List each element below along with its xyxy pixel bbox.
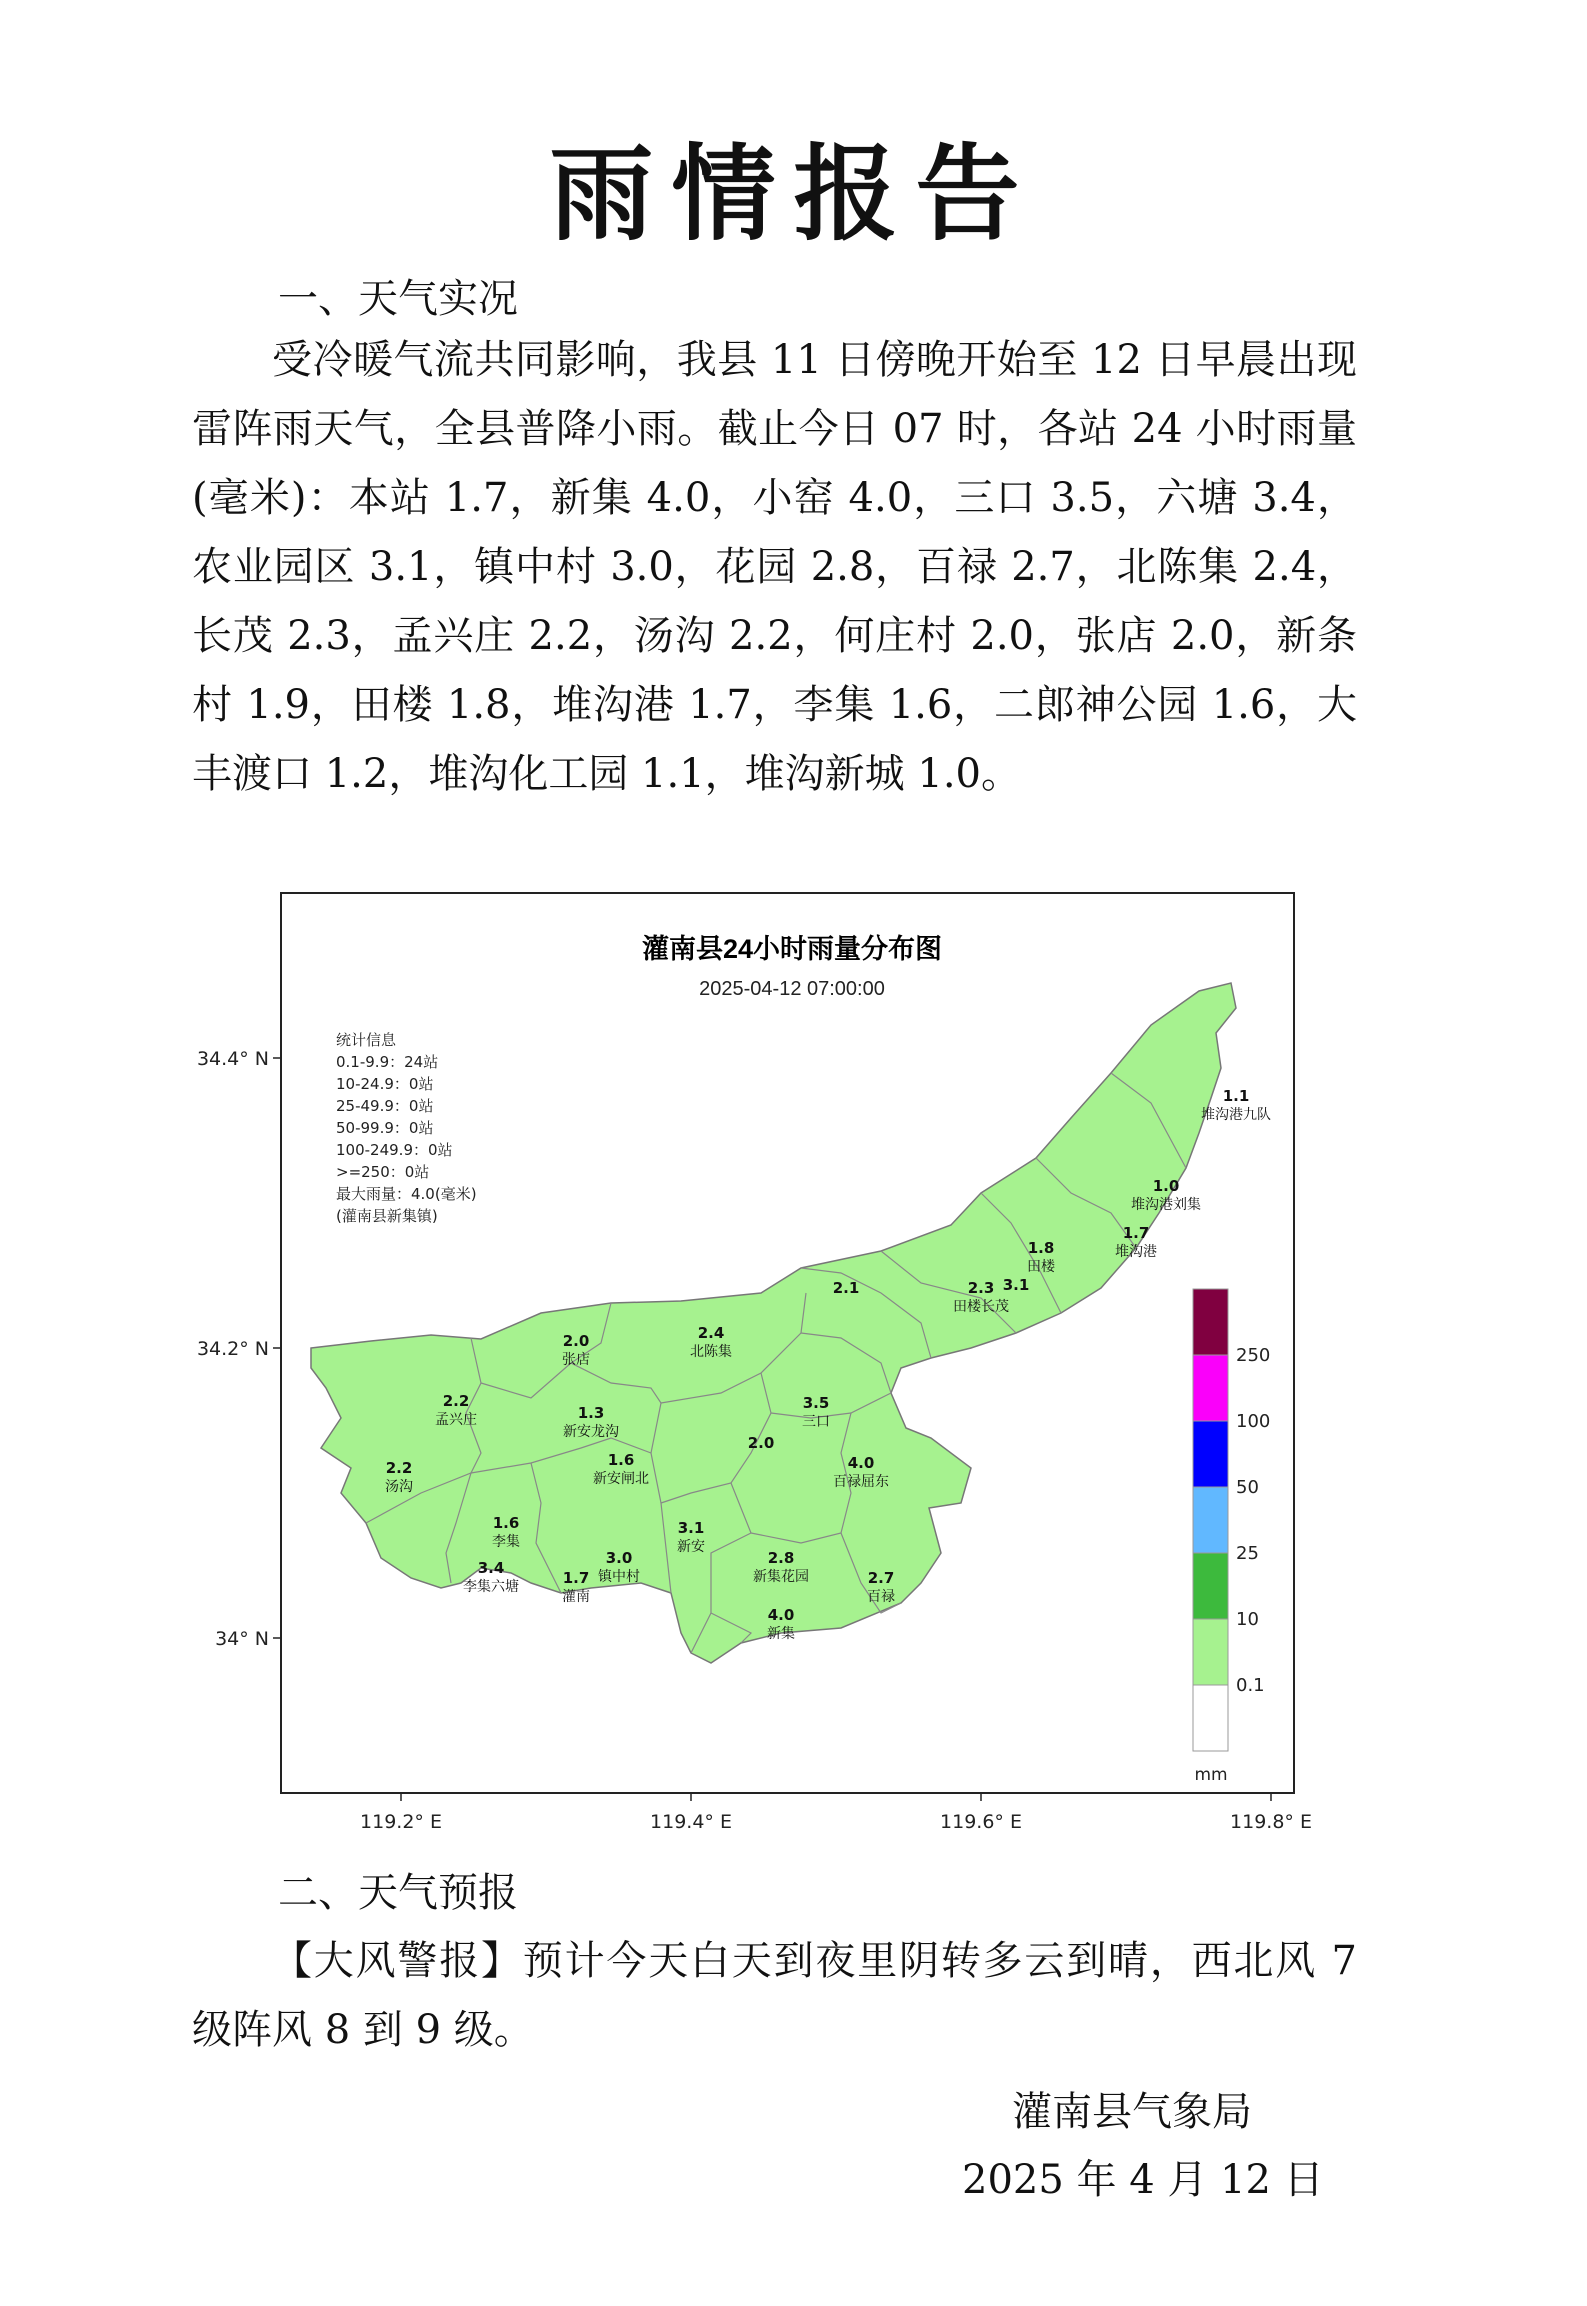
station-name: 李集六塘 (463, 1579, 519, 1595)
station-name: 百禄 (867, 1589, 895, 1605)
station-name: 新集 (767, 1626, 795, 1642)
station-value: 2.3 (967, 1279, 995, 1297)
stats-line: 最大雨量：4.0(毫米) (336, 1185, 477, 1203)
signature: 灌南县气象局 (1012, 2089, 1252, 2135)
section2-paragraph: 【大风警报】预计今天白天到夜里阴转多云到晴，西北风 7 级阵风 8 到 9 级。 (192, 1938, 1357, 2053)
stats-line: 0.1-9.9：24站 (336, 1053, 439, 1071)
stats-line: 100-249.9：0站 (336, 1141, 453, 1159)
station-name: 堆沟港 (1115, 1244, 1157, 1260)
station-value: 3.1 (1002, 1276, 1030, 1294)
station-name: 新安 (677, 1539, 705, 1555)
station-value: 3.5 (802, 1394, 830, 1412)
stats-line: >=250：0站 (336, 1163, 430, 1181)
station-value: 4.0 (847, 1454, 875, 1472)
station-value: 2.2 (385, 1459, 413, 1477)
legend-tick-label: 50 (1236, 1477, 1259, 1498)
legend-swatch (1193, 1421, 1228, 1487)
legend-swatch (1193, 1553, 1228, 1619)
station-name: 镇中村 (598, 1569, 640, 1585)
legend-tick-label: 250 (1236, 1345, 1271, 1366)
lon-label: 119.6° E (940, 1811, 1022, 1833)
legend-swatch (1193, 1619, 1228, 1685)
lon-label: 119.2° E (360, 1811, 442, 1833)
station-name: 新安龙沟 (563, 1424, 619, 1440)
station-name: 堆沟港刘集 (1131, 1197, 1201, 1213)
station-value: 3.0 (605, 1549, 633, 1567)
section1-heading: 一、天气实况 (278, 276, 518, 322)
stats-line: (灌南县新集镇) (336, 1207, 438, 1225)
legend-swatch (1193, 1685, 1228, 1751)
rainfall-map-figure (196, 893, 1341, 1843)
stats-title: 统计信息 (336, 1031, 397, 1049)
map-timestamp: 2025-04-12 07:00:00 (699, 978, 885, 1000)
lon-label: 119.8° E (1230, 1811, 1312, 1833)
legend-tick-label: 25 (1236, 1543, 1259, 1564)
station-value: 4.0 (767, 1606, 795, 1624)
station-name: 田楼长茂 (953, 1299, 1009, 1315)
legend-swatch (1193, 1289, 1228, 1355)
station-name: 李集 (492, 1534, 520, 1550)
station-value: 1.6 (607, 1451, 635, 1469)
station-name: 田楼 (1027, 1259, 1055, 1275)
station-value: 3.1 (677, 1519, 705, 1537)
map-title: 灌南县24小时雨量分布图 (641, 934, 943, 964)
station-name: 堆沟港九队 (1201, 1107, 1271, 1123)
legend-tick-label: 10 (1236, 1609, 1259, 1630)
station-value: 2.7 (867, 1569, 895, 1587)
report-title: 雨情报告 (549, 133, 1038, 255)
station-name: 北陈集 (690, 1344, 732, 1360)
station-name: 百禄屈东 (833, 1474, 889, 1490)
section1-paragraph: 受冷暖气流共同影响，我县 11 日傍晚开始至 12 日早晨出现雷阵雨天气，全县普降小雨。截止今日 07 时，各站 24 小时雨量(毫米)：本站 1.7，新集 4.0，小窑 4.0，三口 3.5，六塘 3.4，农业园区 3.1，镇中村 3.0，花园 2.8，百禄 2.7，北陈集 2.4，长茂 2.3，孟兴庄 2.2，汤沟 2.2，何庄村 2.0，张店 2.0，新条村 1.9，田楼 1.8，堆沟港 1.7，李集 1.6，二郎神公园 1.6，大丰渡口 1.2，堆沟化工园 1.1，堆沟新城 1.0。 (192, 337, 1357, 797)
station-value: 1.7 (562, 1569, 590, 1587)
stats-line: 10-24.9：0站 (336, 1075, 434, 1093)
station-value: 2.8 (767, 1549, 795, 1567)
station-value: 1.0 (1152, 1177, 1180, 1195)
lat-label: 34.4° N (196, 1048, 269, 1070)
station-value: 1.8 (1027, 1239, 1055, 1257)
station-name: 灌南 (562, 1589, 590, 1605)
station-value: 2.4 (697, 1324, 725, 1342)
station-value: 3.4 (477, 1559, 505, 1577)
stats-line: 50-99.9：0站 (336, 1119, 434, 1137)
station-name: 汤沟 (385, 1479, 413, 1495)
station-value: 1.7 (1122, 1224, 1150, 1242)
stats-line: 25-49.9：0站 (336, 1097, 434, 1115)
station-value: 1.1 (1222, 1087, 1250, 1105)
lon-label: 119.4° E (650, 1811, 732, 1833)
station-value: 2.0 (562, 1332, 590, 1350)
station-value: 2.2 (442, 1392, 470, 1410)
station-value: 1.3 (577, 1404, 605, 1422)
section2-heading: 二、天气预报 (278, 1870, 518, 1916)
station-value: 2.0 (747, 1434, 775, 1452)
station-name: 张店 (562, 1352, 590, 1368)
station-name: 三口 (802, 1414, 830, 1430)
legend-swatch (1193, 1355, 1228, 1421)
legend-tick-label: 100 (1236, 1411, 1271, 1432)
report-date: 2025 年 4 月 12 日 (962, 2157, 1324, 2203)
station-name: 孟兴庄 (435, 1412, 477, 1428)
lat-label: 34.2° N (196, 1338, 269, 1360)
station-value: 2.1 (832, 1279, 860, 1297)
legend-tick-label: 0.1 (1236, 1675, 1265, 1696)
station-name: 新集花园 (753, 1569, 809, 1585)
station-value: 1.6 (492, 1514, 520, 1532)
legend-unit: mm (1194, 1765, 1228, 1785)
lat-label: 34° N (215, 1628, 269, 1650)
legend-swatch (1193, 1487, 1228, 1553)
station-name: 新安闸北 (593, 1471, 649, 1487)
